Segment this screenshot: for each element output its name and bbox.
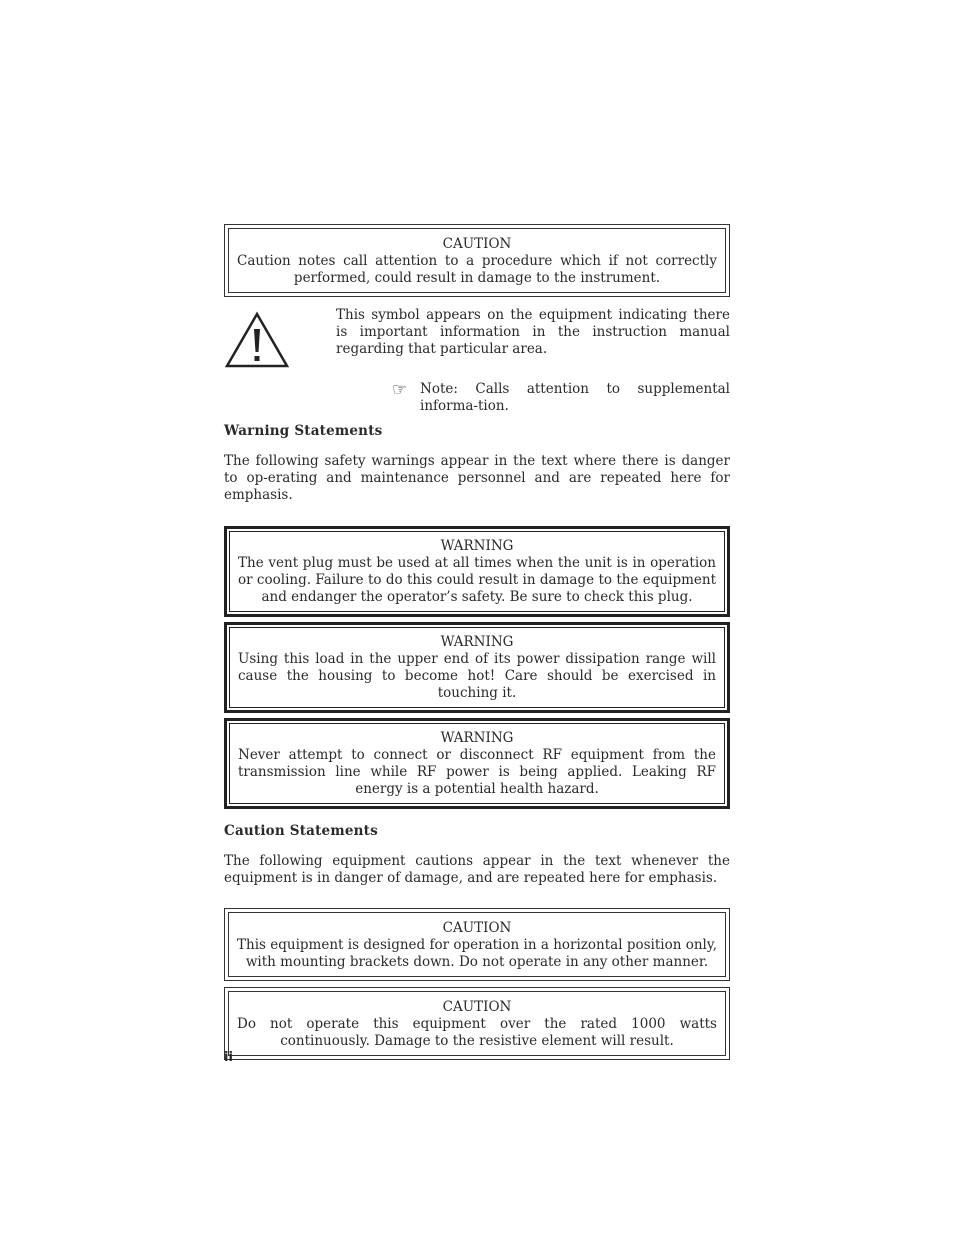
warning-box-inner [229,627,725,708]
caution-box-2 [224,987,730,1060]
warning-statements-heading: Warning Statements [224,423,383,439]
symbol-explanation [224,307,730,381]
note-explanation [224,381,730,421]
warning-box-3 [224,718,730,809]
warning-box-1 [224,526,730,617]
caution-intro-paragraph: The following equipment cautions appear in the text whenever the equipment is in danger of damage, and are repeated here for emphasis. [224,853,730,886]
caution-box-inner [228,991,726,1056]
warning-body: The vent plug must be used at all times when the unit is in operation or cooling. Failure to do this could result in damage to the equipment and endanger the operator’s safety. Be sure to check this plug. [238,555,716,605]
caution-box-inner [228,228,726,293]
caution-body: This equipment is designed for operation in a horizontal position only, with mounting brackets down. Do not operate in any other manner. [237,937,717,970]
caution-body: Caution notes call attention to a procedure which if not correctly performed, could result in damage to the instrument. [237,253,717,286]
warning-body: Using this load in the upper end of its power dissipation range will cause the housing to become hot! Care should be exercised in touching it. [238,651,716,701]
caution-title: CAUTION [442,236,512,252]
page-number: ii [224,1050,233,1065]
warning-title: WARNING [440,538,514,554]
warning-box-2 [224,622,730,713]
page-content [224,224,730,1060]
symbol-description: This symbol appears on the equipment indicating there is important information in the instruction manual regarding that particular area. [336,307,730,357]
caution-statements-heading: Caution Statements [224,823,378,839]
caution-title: CAUTION [442,999,512,1015]
pointing-hand-icon: ☞ [392,380,408,400]
warning-body: Never attempt to connect or disconnect RF equipment from the transmission line while RF power is being applied. Leaking RF energy is a potential health hazard. [238,747,716,797]
caution-body: Do not operate this equipment over the rated 1000 watts continuously. Damage to the resistive element will result. [237,1016,717,1049]
warning-title: WARNING [440,634,514,650]
caution-box-intro [224,224,730,297]
warning-title: WARNING [440,730,514,746]
warning-box-inner [229,723,725,804]
caution-box-inner [228,912,726,977]
caution-box-1 [224,908,730,981]
caution-title: CAUTION [442,920,512,936]
warning-box-inner [229,531,725,612]
warning-intro-paragraph: The following safety warnings appear in the text where there is danger to op-erating and maintenance personnel and are repeated here for emphasis. [224,453,730,503]
warning-triangle-icon [224,311,290,369]
note-description: Note: Calls attention to supplemental informa-tion. [420,381,730,414]
